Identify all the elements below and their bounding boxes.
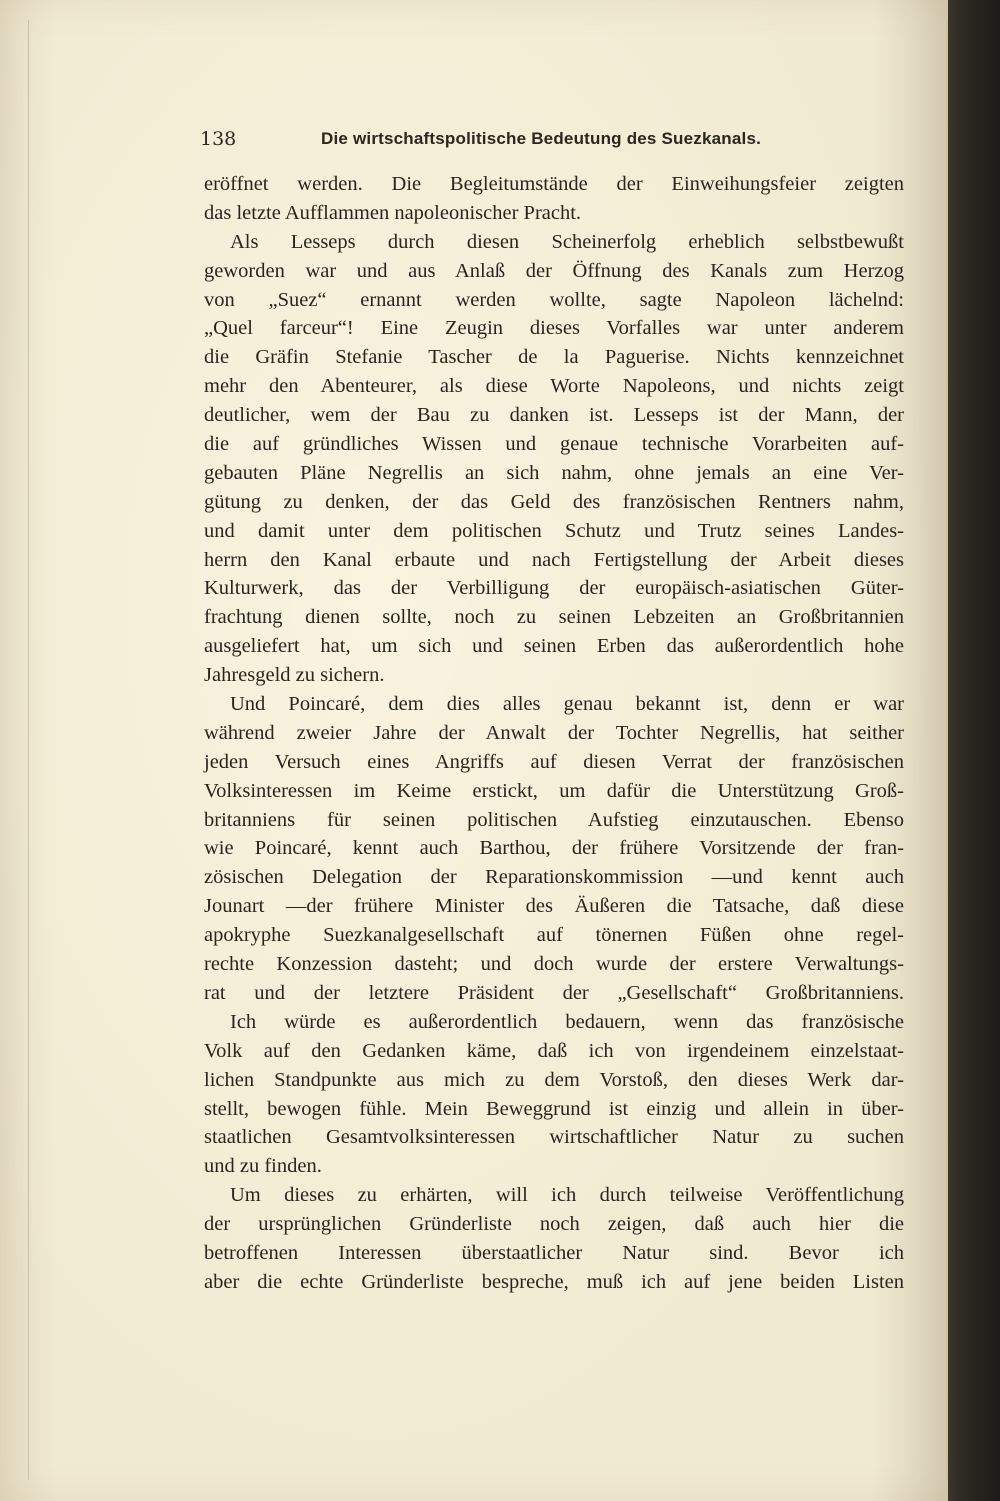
text-line: Ich würde es außerordentlich bedauern, wenn das französische [230,1010,904,1033]
text-line: eröffnet werden. Die Begleitumstände der Einweihungsfeier zeigten [204,173,904,195]
text-line: herrn den Kanal erbaute und nach Fertigstellung der Arbeit dieses [204,548,904,571]
text-line: der ursprünglichen Gründerliste noch zeigen, daß auch hier die [204,1213,904,1236]
page-margin-line [28,20,29,1480]
text-line: „Quel farceur“! Eine Zeugin dieses Vorfalles war unter anderem [204,317,904,340]
binding-edge [948,0,1000,1501]
text-line: und zu finden. [204,1155,322,1178]
page-header [200,128,900,158]
text-line: und damit unter dem politischen Schutz und Trutz seines Landes- [204,519,904,542]
text-line: apokryphe Suezkanalgesellschaft auf tönernen Füßen ohne regel- [204,924,904,947]
text-line: von „Suez“ ernannt werden wollte, sagte Napoleon lächelnd: [204,288,904,311]
text-line: lichen Standpunkte aus mich zu dem Vorstoß, den dieses Werk dar- [204,1068,904,1091]
text-line: Jounart —der frühere Minister des Äußeren die Tatsache, daß diese [204,895,904,918]
text-line: zösischen Delegation der Reparationskommission —und kennt auch [204,866,904,889]
text-line: während zweier Jahre der Anwalt der Tochter Negrellis, hat seither [204,721,904,744]
text-line: frachtung dienen sollte, noch zu seinen Lebzeiten an Großbritannien [204,606,904,629]
page-number: 138 [200,128,237,150]
text-line: Als Lesseps durch diesen Scheinerfolg erheblich selbstbewußt [230,230,904,253]
text-line: Und Poincaré, dem dies alles genau bekannt ist, denn er war [230,693,904,716]
text-line: Um dieses zu erhärten, will ich durch teilweise Veröffentlichung [230,1184,904,1207]
text-line: jeden Versuch eines Angriffs auf diesen Verrat der französischen [204,750,904,773]
text-line: britanniens für seinen politischen Aufstieg einzutauschen. Ebenso [204,808,904,831]
text-line: rechte Konzession dasteht; und doch wurde der erstere Verwaltungs- [204,953,904,976]
text-line: Volk auf den Gedanken käme, daß ich von irgendeinem einzelstaat- [204,1039,904,1062]
text-line: rat und der letztere Präsident der „Gesellschaft“ Großbritanniens. [204,981,904,1004]
text-line: betroffenen Interessen überstaatlicher Natur sind. Bevor ich [204,1241,904,1264]
text-line: stellt, bewogen fühle. Mein Beweggrund ist einzig und allein in über- [204,1097,904,1120]
text-line: gütung zu denken, der das Geld des französischen Rentners nahm, [204,490,904,513]
text-line: Volksinteressen im Keime erstickt, um dafür die Unterstützung Groß- [204,779,904,802]
text-line: deutlicher, wem der Bau zu danken ist. Lesseps ist der Mann, der [204,404,904,427]
text-line: mehr den Abenteurer, als diese Worte Napoleons, und nichts zeigt [204,375,904,398]
body-text [204,170,904,1297]
text-line: wie Poincaré, kennt auch Barthou, der frühere Vorsitzende der fran- [204,837,904,860]
text-line: Kulturwerk, das der Verbilligung der europäisch-asiatischen Güter- [204,577,904,600]
text-line: das letzte Aufflammen napoleonischer Pracht. [204,201,582,224]
running-head: Die wirtschaftspolitische Bedeutung des Suezkanals. [321,129,762,148]
text-line: aber die echte Gründerliste bespreche, muß ich auf jene beiden Listen [204,1270,904,1293]
text-line: Jahresgeld zu sichern. [204,664,385,687]
text-line: geworden war und aus Anlaß der Öffnung des Kanals zum Herzog [204,259,904,282]
text-line: gebauten Pläne Negrellis an sich nahm, ohne jemals an eine Ver- [204,461,904,484]
text-line: die auf gründliches Wissen und genaue technische Vorarbeiten auf- [204,433,904,456]
text-line: die Gräfin Stefanie Tascher de la Paguerise. Nichts kennzeichnet [204,346,904,369]
text-line: staatlichen Gesamtvolksinteressen wirtschaftlicher Natur zu suchen [204,1126,904,1149]
text-line: ausgeliefert hat, um sich und seinen Erben das außerordentlich hohe [204,635,904,658]
